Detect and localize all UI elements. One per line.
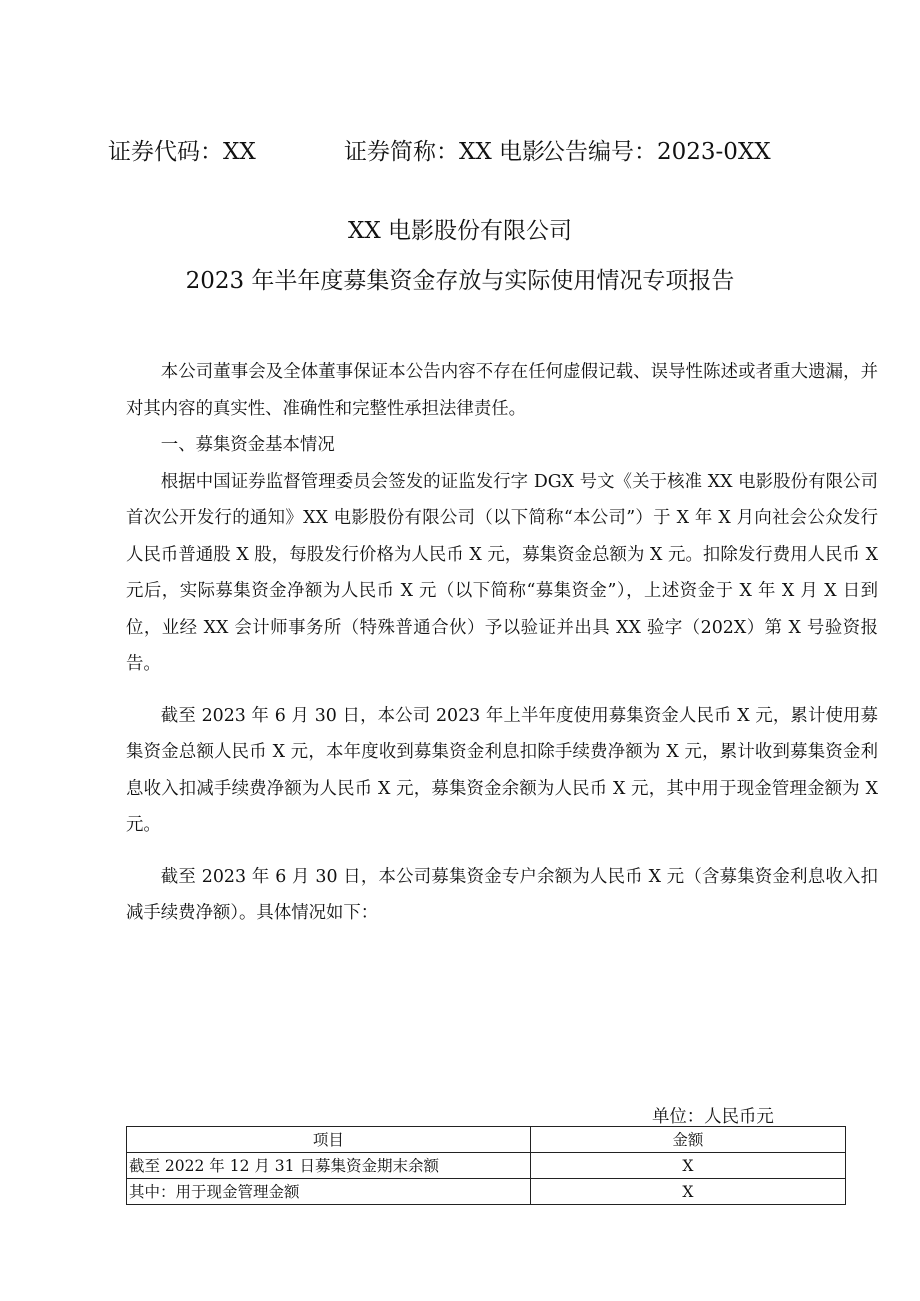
report-body (126, 354, 878, 932)
table-header-row (127, 1127, 846, 1153)
account-balance-paragraph: 截至 2023 年 6 月 30 日，本公司募集资金专户余额为人民币 X 元（含募集资金利息收入扣减手续费净额）。具体情况如下： (126, 866, 878, 923)
row-item: 截至 2022 年 12 月 31 日募集资金期末余额 (127, 1153, 531, 1179)
row-amount: X (530, 1153, 845, 1179)
company-name: XX 电影股份有限公司 (347, 218, 573, 244)
fundraising-basis-paragraph: 根据中国证券监督管理委员会签发的证监发行字 DGX 号文《关于核准 XX 电影股份有限公司首次公开发行的通知》XX 电影股份有限公司（以下简称“本公司”）于 X 年 X 月向社会公众发行人民币普通股 X 股，每股发行价格为人民币 X 元，募集资金总额为 X 元。扣除发行费用人民币 X 元后，实际募集资金净额为人民币 X 元（以下简称“募集资金”），上述资金于 X 年 X 月 X 日到位，业经 XX 会计师事务所（特殊普通合伙）予以验证并出具 XX 验字（202X）第 X 号验资报告。 (126, 471, 878, 674)
stock-code: 证券代码：XX (108, 139, 256, 165)
fund-usage-paragraph: 截至 2023 年 6 月 30 日，本公司 2023 年上半年度使用募集资金人民币 X 元，累计使用募集资金总额人民币 X 元，本年度收到募集资金利息扣除手续费净额为 X 元，累计收到募集资金利息收入扣减手续费净额为人民币 X 元，募集资金余额为人民币 X 元，其中用于现金管理金额为 X 元。 (126, 705, 878, 835)
column-header-amount: 金额 (530, 1127, 845, 1153)
table-row (127, 1179, 846, 1205)
row-item: 其中：用于现金管理金额 (127, 1179, 531, 1205)
announcement-number: 公告编号：2023-0XX (542, 139, 771, 165)
row-amount: X (530, 1179, 845, 1205)
table-unit-label: 单位：人民币元 (652, 1107, 774, 1127)
table-row (127, 1153, 846, 1179)
announcement-header (108, 133, 808, 167)
section-heading: 一、募集资金基本情况 (160, 435, 335, 455)
stock-name: 证券简称：XX 电影 (344, 139, 546, 165)
column-header-item: 项目 (127, 1127, 531, 1153)
report-title: 2023 年半年度募集资金存放与实际使用情况专项报告 (185, 268, 735, 294)
disclaimer-paragraph: 本公司董事会及全体董事保证本公告内容不存在任何虚假记载、误导性陈述或者重大遗漏，并对其内容的真实性、准确性和完整性承担法律责任。 (126, 362, 878, 419)
funds-table (126, 1126, 846, 1205)
